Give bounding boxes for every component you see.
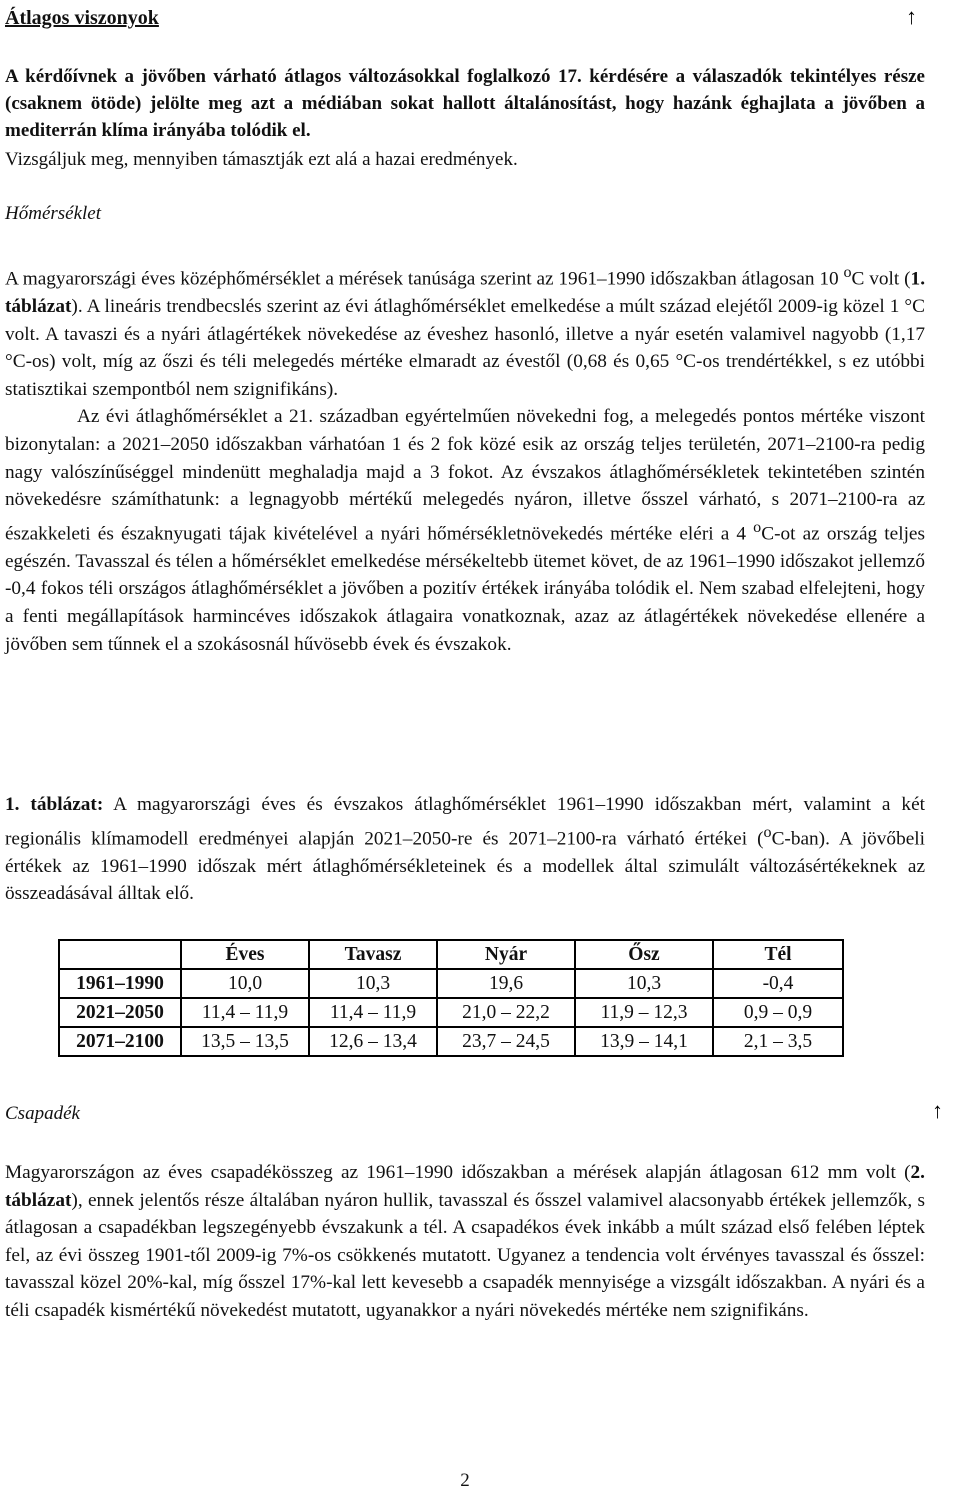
table-header-cell: Nyár	[437, 940, 575, 969]
temperature-paragraph-1	[5, 259, 925, 403]
table-row-header: 2071–2100	[59, 1027, 181, 1056]
table-1-caption	[5, 791, 925, 908]
table-cell: 2,1 – 3,5	[713, 1027, 843, 1056]
table-cell: 11,4 – 11,9	[309, 998, 437, 1027]
precipitation-paragraph	[5, 1159, 925, 1325]
table-cell: 0,9 – 0,9	[713, 998, 843, 1027]
table-2-reference: 2. táblázat	[5, 1162, 925, 1211]
temp-p1-text-a: A magyarországi éves középhőmérséklet a mérések tanúsága szerint az 1961–1990 időszakban átlagosan 10	[5, 268, 844, 290]
back-to-top-arrow-icon[interactable]: ↑	[906, 4, 917, 29]
table-cell: 13,9 – 14,1	[575, 1027, 713, 1056]
temperature-table	[58, 939, 844, 1057]
table-cell: 10,0	[181, 969, 309, 998]
table-cell: 19,6	[437, 969, 575, 998]
back-to-top-arrow-icon[interactable]: ↑	[932, 1098, 943, 1123]
precipitation-subheading: Csapadék	[5, 1103, 80, 1124]
caption-text-a: A magyarországi éves és évszakos átlaghőmérséklet 1961–1990 időszakban mért, valamint a két regionális klímamodell eredményei alapján 2021–2050-re és 2071–2100-ra várható értékei (	[5, 794, 925, 850]
table-cell: 11,4 – 11,9	[181, 998, 309, 1027]
temp-p1-text-b: C volt (	[851, 268, 911, 290]
table-1-caption-label: 1. táblázat:	[5, 794, 104, 815]
table-header-cell: Tél	[713, 940, 843, 969]
precip-text-b: ), ennek jelentős része általában nyáron hullik, tavasszal és ősszel valamivel alacsonyabb értékek jellemzők, s átlagosan a csapadékban legszegényebb évszakunk a tél. A csapadékos évek inkább a múlt század első felében léptek fel, az évi összeg 1901-től 2009-ig 7%-os csökkenés mutatott. Ugyanez a tendencia volt érvényes tavasszal és ősszel: tavasszal közel 20%-kal, míg ősszel 17%-kal lett kevesebb a csapadék mennyisége a vizsgált időszakban. A nyári és a téli csapadék kismértékű növekedést mutatott, ugyanakkor a nyári növekedés mértéke nem szignifikáns.	[5, 1189, 925, 1321]
table-cell: 11,9 – 12,3	[575, 998, 713, 1027]
table-cell: 12,6 – 13,4	[309, 1027, 437, 1056]
table-row	[59, 998, 843, 1027]
temperature-subheading: Hőmérséklet	[5, 203, 102, 224]
intro-paragraph: Vizsgáljuk meg, mennyiben támasztják ezt alá a hazai eredmények.	[5, 149, 518, 170]
intro-bold-paragraph: A kérdőívnek a jövőben várható átlagos változásokkal foglalkozó 17. kérdésére a válaszadók tekintélyes része (csaknem ötöde) jelölte meg azt a médiában sokat hallott általánosítást, hogy hazánk éghajlata a jövőben a mediterrán klíma irányába tolódik el.	[5, 66, 925, 141]
table-header-cell: Éves	[181, 940, 309, 969]
table-row	[59, 969, 843, 998]
table-row	[59, 1027, 843, 1056]
temperature-paragraph-2	[5, 403, 925, 658]
table-cell: 10,3	[309, 969, 437, 998]
degree-sup: o	[753, 518, 762, 536]
table-header-row	[59, 940, 843, 969]
temp-p2-text-a: Az évi átlaghőmérséklet a 21. században egyértelműen növekedni fog, a melegedés pontos mértéke viszont bizonytalan: a 2021–2050 időszakban várhatóan 1 és 2 fok közé esik az ország teljes területén, 2071–2100-ra pedig nagy valószínűséggel mindenütt meghaladja majd a 3 fokot. Az évszakos átlaghőmérsékletek tekintetében szintén növekedésre számíthatunk: a legnagyobb mértékű melegedés nyáron, illetve ősszel várható, s 2071–2100-ra az északkeleti és északnyugati tájak kivételével a nyári hőmérsékletnövekedés mértéke eléri a 4	[5, 406, 925, 545]
caption-text-b: C-ban). A jövőbeli értékek az 1961–1990 időszak mért átlaghőmérsékleteinek és a modellek által szimulált változásértékeknek az összeadásával álltak elő.	[5, 828, 925, 905]
section-title: Átlagos viszonyok	[5, 7, 159, 29]
temp-p2-text-b: C-ot az ország teljes egészén. Tavasszal és télen a hőmérséklet emelkedése mérsékeltebb ütemet követ, de az 1961–1990 időszakot jellemző -0,4 fokos téli országos átlaghőmérséklet a jövőben a pozitív értékek irányába tolódik el. Nem szabad elfelejteni, hogy a fenti megállapítások harmincéves időszakok átlagaira vonatkoznak, azaz az átlagértékek növekedése ellenére a jövőben sem tűnnek el a szokásosnál hűvösebb évek és évszakok.	[5, 523, 925, 655]
precip-text-a: Magyarországon az éves csapadékösszeg az 1961–1990 időszakban a mérések alapján átlagosan 612 mm volt (	[5, 1162, 911, 1183]
table-cell: 21,0 – 22,2	[437, 998, 575, 1027]
table-cell: 23,7 – 24,5	[437, 1027, 575, 1056]
table-cell: 13,5 – 13,5	[181, 1027, 309, 1056]
degree-sup: o	[843, 264, 852, 281]
table-row-header: 2021–2050	[59, 998, 181, 1027]
table-1-reference: 1. táblázat	[5, 268, 926, 318]
table-header-cell	[59, 940, 181, 969]
temperature-text	[5, 259, 925, 658]
temp-p1-text-c: ). A lineáris trendbecslés szerint az évi átlaghőmérséklet emelkedése a múlt század elejétől 2009-ig közel 1 °C volt. A tavaszi és a nyári átlagértékek növekedése az éveshez hasonló, illetve a nyár esetén valamivel nagyobb (1,17 °C-os) volt, míg az őszi és téli melegedés mértéke elmaradt az évestől (0,68 és 0,65 °C-os trendértékkel, s ez utóbbi statisztikai szempontból nem szignifikáns).	[5, 296, 925, 400]
degree-sup: o	[763, 823, 772, 841]
page-number: 2	[460, 1470, 470, 1491]
table-cell: 10,3	[575, 969, 713, 998]
table-header-cell: Ősz	[575, 940, 713, 969]
table-cell: -0,4	[713, 969, 843, 998]
table-row-header: 1961–1990	[59, 969, 181, 998]
table-header-cell: Tavasz	[309, 940, 437, 969]
